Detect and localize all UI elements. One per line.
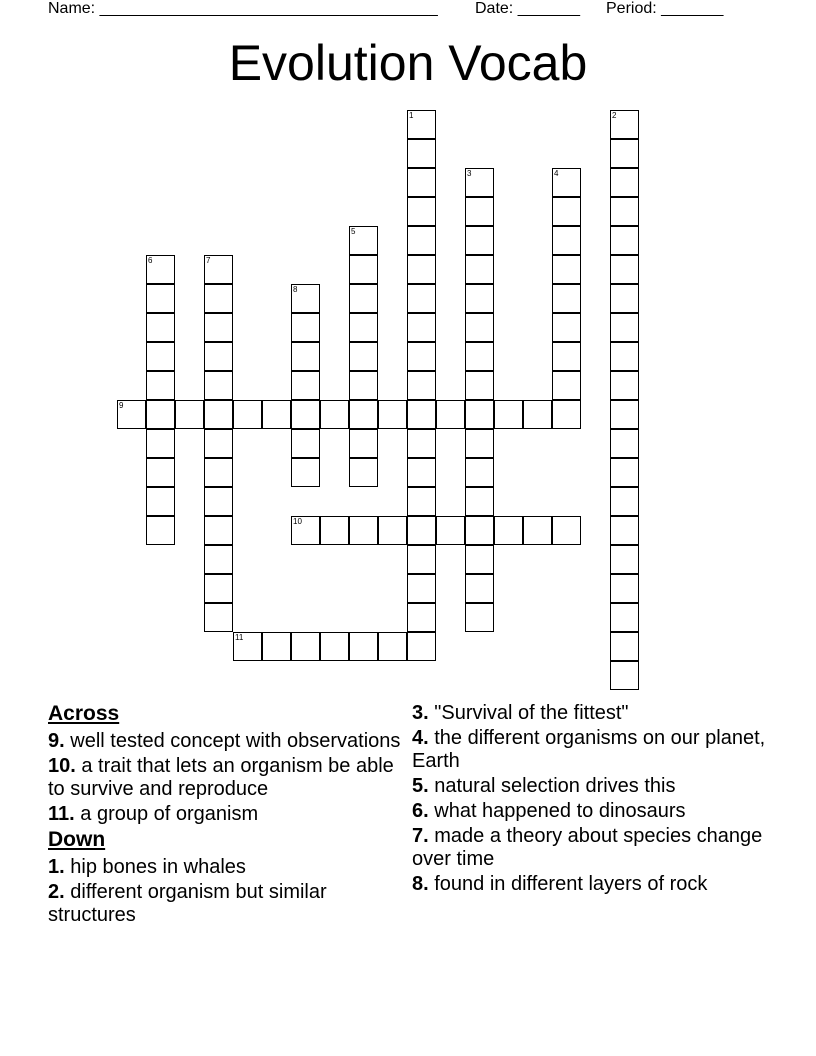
crossword-cell[interactable] [233,632,262,661]
crossword-cell[interactable] [465,342,494,371]
crossword-cell[interactable] [262,632,291,661]
crossword-cell[interactable] [146,371,175,400]
crossword-cell[interactable] [175,400,204,429]
crossword-cell[interactable] [407,545,436,574]
crossword-cell[interactable] [610,545,639,574]
crossword-cell[interactable] [204,313,233,342]
crossword-cell[interactable] [146,342,175,371]
crossword-cell[interactable] [494,400,523,429]
crossword-cell[interactable] [465,371,494,400]
clue-down-6 [412,800,772,823]
crossword-cell[interactable] [146,487,175,516]
clue-text: "Survival of the fittest" [434,702,629,724]
clue-down-3 [412,702,772,725]
crossword-cell[interactable] [117,400,146,429]
crossword-cell[interactable] [465,284,494,313]
crossword-cell[interactable] [407,400,436,429]
page-title: Evolution Vocab [228,35,588,91]
crossword-cell[interactable] [610,458,639,487]
crossword-cell[interactable] [407,284,436,313]
crossword-cell[interactable] [320,400,349,429]
crossword-cell[interactable] [552,371,581,400]
crossword-cell[interactable] [291,284,320,313]
clue-text: hip bones in whales [70,856,246,878]
clue-number-label: 5 [351,227,356,236]
clues-column-left [48,702,408,929]
crossword-cell[interactable] [146,400,175,429]
clue-number: 1. [48,856,65,878]
crossword-cell[interactable] [349,516,378,545]
crossword-cell[interactable] [436,516,465,545]
clue-text: natural selection drives this [434,775,676,797]
crossword-cell[interactable] [291,342,320,371]
crossword-cell[interactable] [610,371,639,400]
crossword-cell[interactable] [552,197,581,226]
crossword-cell[interactable] [204,487,233,516]
crossword-cell[interactable] [407,487,436,516]
clue-number-label: 7 [206,256,211,265]
crossword-cell[interactable] [436,400,465,429]
crossword-cell[interactable] [610,429,639,458]
crossword-cell[interactable] [349,400,378,429]
clue-number: 9. [48,730,65,752]
crossword-cell[interactable] [378,632,407,661]
clue-text: a trait that lets an organism be able to survive and reproduce [48,755,394,800]
crossword-cell[interactable] [146,458,175,487]
crossword-cell[interactable] [291,632,320,661]
crossword-cell[interactable] [146,313,175,342]
crossword-cell[interactable] [465,226,494,255]
clue-down-5 [412,775,772,798]
crossword-cell[interactable] [465,574,494,603]
crossword-cell[interactable] [233,400,262,429]
crossword-cell[interactable] [610,139,639,168]
crossword-cell[interactable] [204,371,233,400]
crossword-cell[interactable] [610,284,639,313]
crossword-cell[interactable] [407,197,436,226]
crossword-cell[interactable] [610,197,639,226]
clue-number: 4. [412,727,429,749]
clue-number: 11. [48,803,75,825]
crossword-cell[interactable] [407,168,436,197]
crossword-cell[interactable] [610,574,639,603]
clue-text: made a theory about species change over time [412,825,763,870]
crossword-cell[interactable] [407,632,436,661]
clue-number-label: 11 [235,633,244,642]
crossword-cell[interactable] [320,516,349,545]
crossword-cell[interactable] [407,371,436,400]
clue-number: 6. [412,800,429,822]
crossword-cell[interactable] [465,168,494,197]
clue-number-label: 6 [148,256,153,265]
clue-number-label: 4 [554,169,559,178]
crossword-cell[interactable] [204,574,233,603]
crossword-cell[interactable] [610,516,639,545]
clue-across-10 [48,755,408,801]
crossword-cell[interactable] [204,516,233,545]
crossword-cell[interactable] [291,313,320,342]
crossword-cell[interactable] [349,458,378,487]
crossword-cell[interactable] [146,284,175,313]
clue-number-label: 9 [119,401,124,410]
down-heading: Down [48,828,106,851]
clue-number-label: 8 [293,285,298,294]
crossword-cell[interactable] [407,458,436,487]
clue-number: 10. [48,755,76,777]
clues-column-right [412,702,772,898]
clue-down-7 [412,825,772,871]
clue-down-8 [412,873,772,896]
crossword-cell[interactable] [552,168,581,197]
crossword-cell[interactable] [378,516,407,545]
crossword-cell[interactable] [291,429,320,458]
crossword-cell[interactable] [349,342,378,371]
crossword-cell[interactable] [349,371,378,400]
crossword-cell[interactable] [407,226,436,255]
crossword-cell[interactable] [465,516,494,545]
crossword-cell[interactable] [494,516,523,545]
clue-across-11 [48,803,408,826]
crossword-cell[interactable] [349,284,378,313]
crossword-cell[interactable] [204,284,233,313]
crossword-cell[interactable] [407,139,436,168]
crossword-cell[interactable] [610,342,639,371]
clue-text: different organism but similar structures [48,881,327,926]
clue-text: what happened to dinosaurs [434,800,686,822]
crossword-cell[interactable] [552,400,581,429]
crossword-cell[interactable] [146,516,175,545]
crossword-cell[interactable] [204,255,233,284]
clue-number: 3. [412,702,429,724]
crossword-cell[interactable] [407,516,436,545]
crossword-cell[interactable] [204,429,233,458]
crossword-cell[interactable] [407,313,436,342]
crossword-cell[interactable] [291,371,320,400]
crossword-cell[interactable] [552,313,581,342]
crossword-cell[interactable] [465,603,494,632]
crossword-cell[interactable] [610,632,639,661]
clue-text: a group of organism [80,803,259,825]
clue-down-1 [48,856,408,879]
crossword-cell[interactable] [610,313,639,342]
clue-down-2 [48,881,408,927]
crossword-cell[interactable] [407,110,436,139]
crossword-cell[interactable] [204,342,233,371]
crossword-cell[interactable] [407,429,436,458]
crossword-cell[interactable] [610,487,639,516]
clue-number-label: 10 [293,517,302,526]
clue-number: 8. [412,873,429,895]
crossword-cell[interactable] [146,255,175,284]
clue-text: found in different layers of rock [434,873,708,895]
crossword-cell[interactable] [204,400,233,429]
crossword-cell[interactable] [610,603,639,632]
crossword-cell[interactable] [291,516,320,545]
crossword-cell[interactable] [552,226,581,255]
crossword-cell[interactable] [465,197,494,226]
name-field[interactable]: Name: ______________________________________ [48,0,438,17]
crossword-cell[interactable] [204,603,233,632]
crossword-cell[interactable] [552,342,581,371]
crossword-cell[interactable] [610,400,639,429]
crossword-cell[interactable] [465,313,494,342]
crossword-cell[interactable] [610,110,639,139]
clue-down-4 [412,727,772,773]
clue-number-label: 1 [409,111,414,120]
crossword-cell[interactable] [465,458,494,487]
crossword-cell[interactable] [465,545,494,574]
date-field[interactable]: Date: _______ [475,0,580,17]
crossword-cell[interactable] [610,661,639,690]
crossword-cell[interactable] [262,400,291,429]
crossword-cell[interactable] [291,400,320,429]
clue-number: 5. [412,775,429,797]
clue-number-label: 2 [612,111,617,120]
clue-across-9 [48,730,408,753]
crossword-cell[interactable] [378,400,407,429]
crossword-cell[interactable] [320,632,349,661]
crossword-cell[interactable] [523,400,552,429]
crossword-cell[interactable] [146,429,175,458]
crossword-cell[interactable] [465,400,494,429]
crossword-cell[interactable] [407,342,436,371]
clue-number-label: 3 [467,169,472,178]
crossword-cell[interactable] [552,516,581,545]
crossword-cell[interactable] [610,168,639,197]
clue-text: well tested concept with observations [70,730,401,752]
crossword-cell[interactable] [465,429,494,458]
crossword-cell[interactable] [610,255,639,284]
crossword-cell[interactable] [204,545,233,574]
crossword-cell[interactable] [349,632,378,661]
crossword-cell[interactable] [204,458,233,487]
crossword-cell[interactable] [349,429,378,458]
crossword-cell[interactable] [465,255,494,284]
clue-number: 2. [48,881,65,903]
clue-text: the different organisms on our planet, Earth [412,727,766,772]
crossword-cell[interactable] [349,313,378,342]
crossword-cell[interactable] [465,487,494,516]
across-heading: Across [48,702,120,725]
crossword-cell[interactable] [523,516,552,545]
crossword-cell[interactable] [407,574,436,603]
crossword-cell[interactable] [552,284,581,313]
crossword-cell[interactable] [407,603,436,632]
crossword-cell[interactable] [349,226,378,255]
crossword-cell[interactable] [407,255,436,284]
crossword-cell[interactable] [349,255,378,284]
period-field[interactable]: Period: _______ [606,0,724,17]
clue-number: 7. [412,825,429,847]
crossword-cell[interactable] [291,458,320,487]
crossword-cell[interactable] [610,226,639,255]
crossword-cell[interactable] [552,255,581,284]
